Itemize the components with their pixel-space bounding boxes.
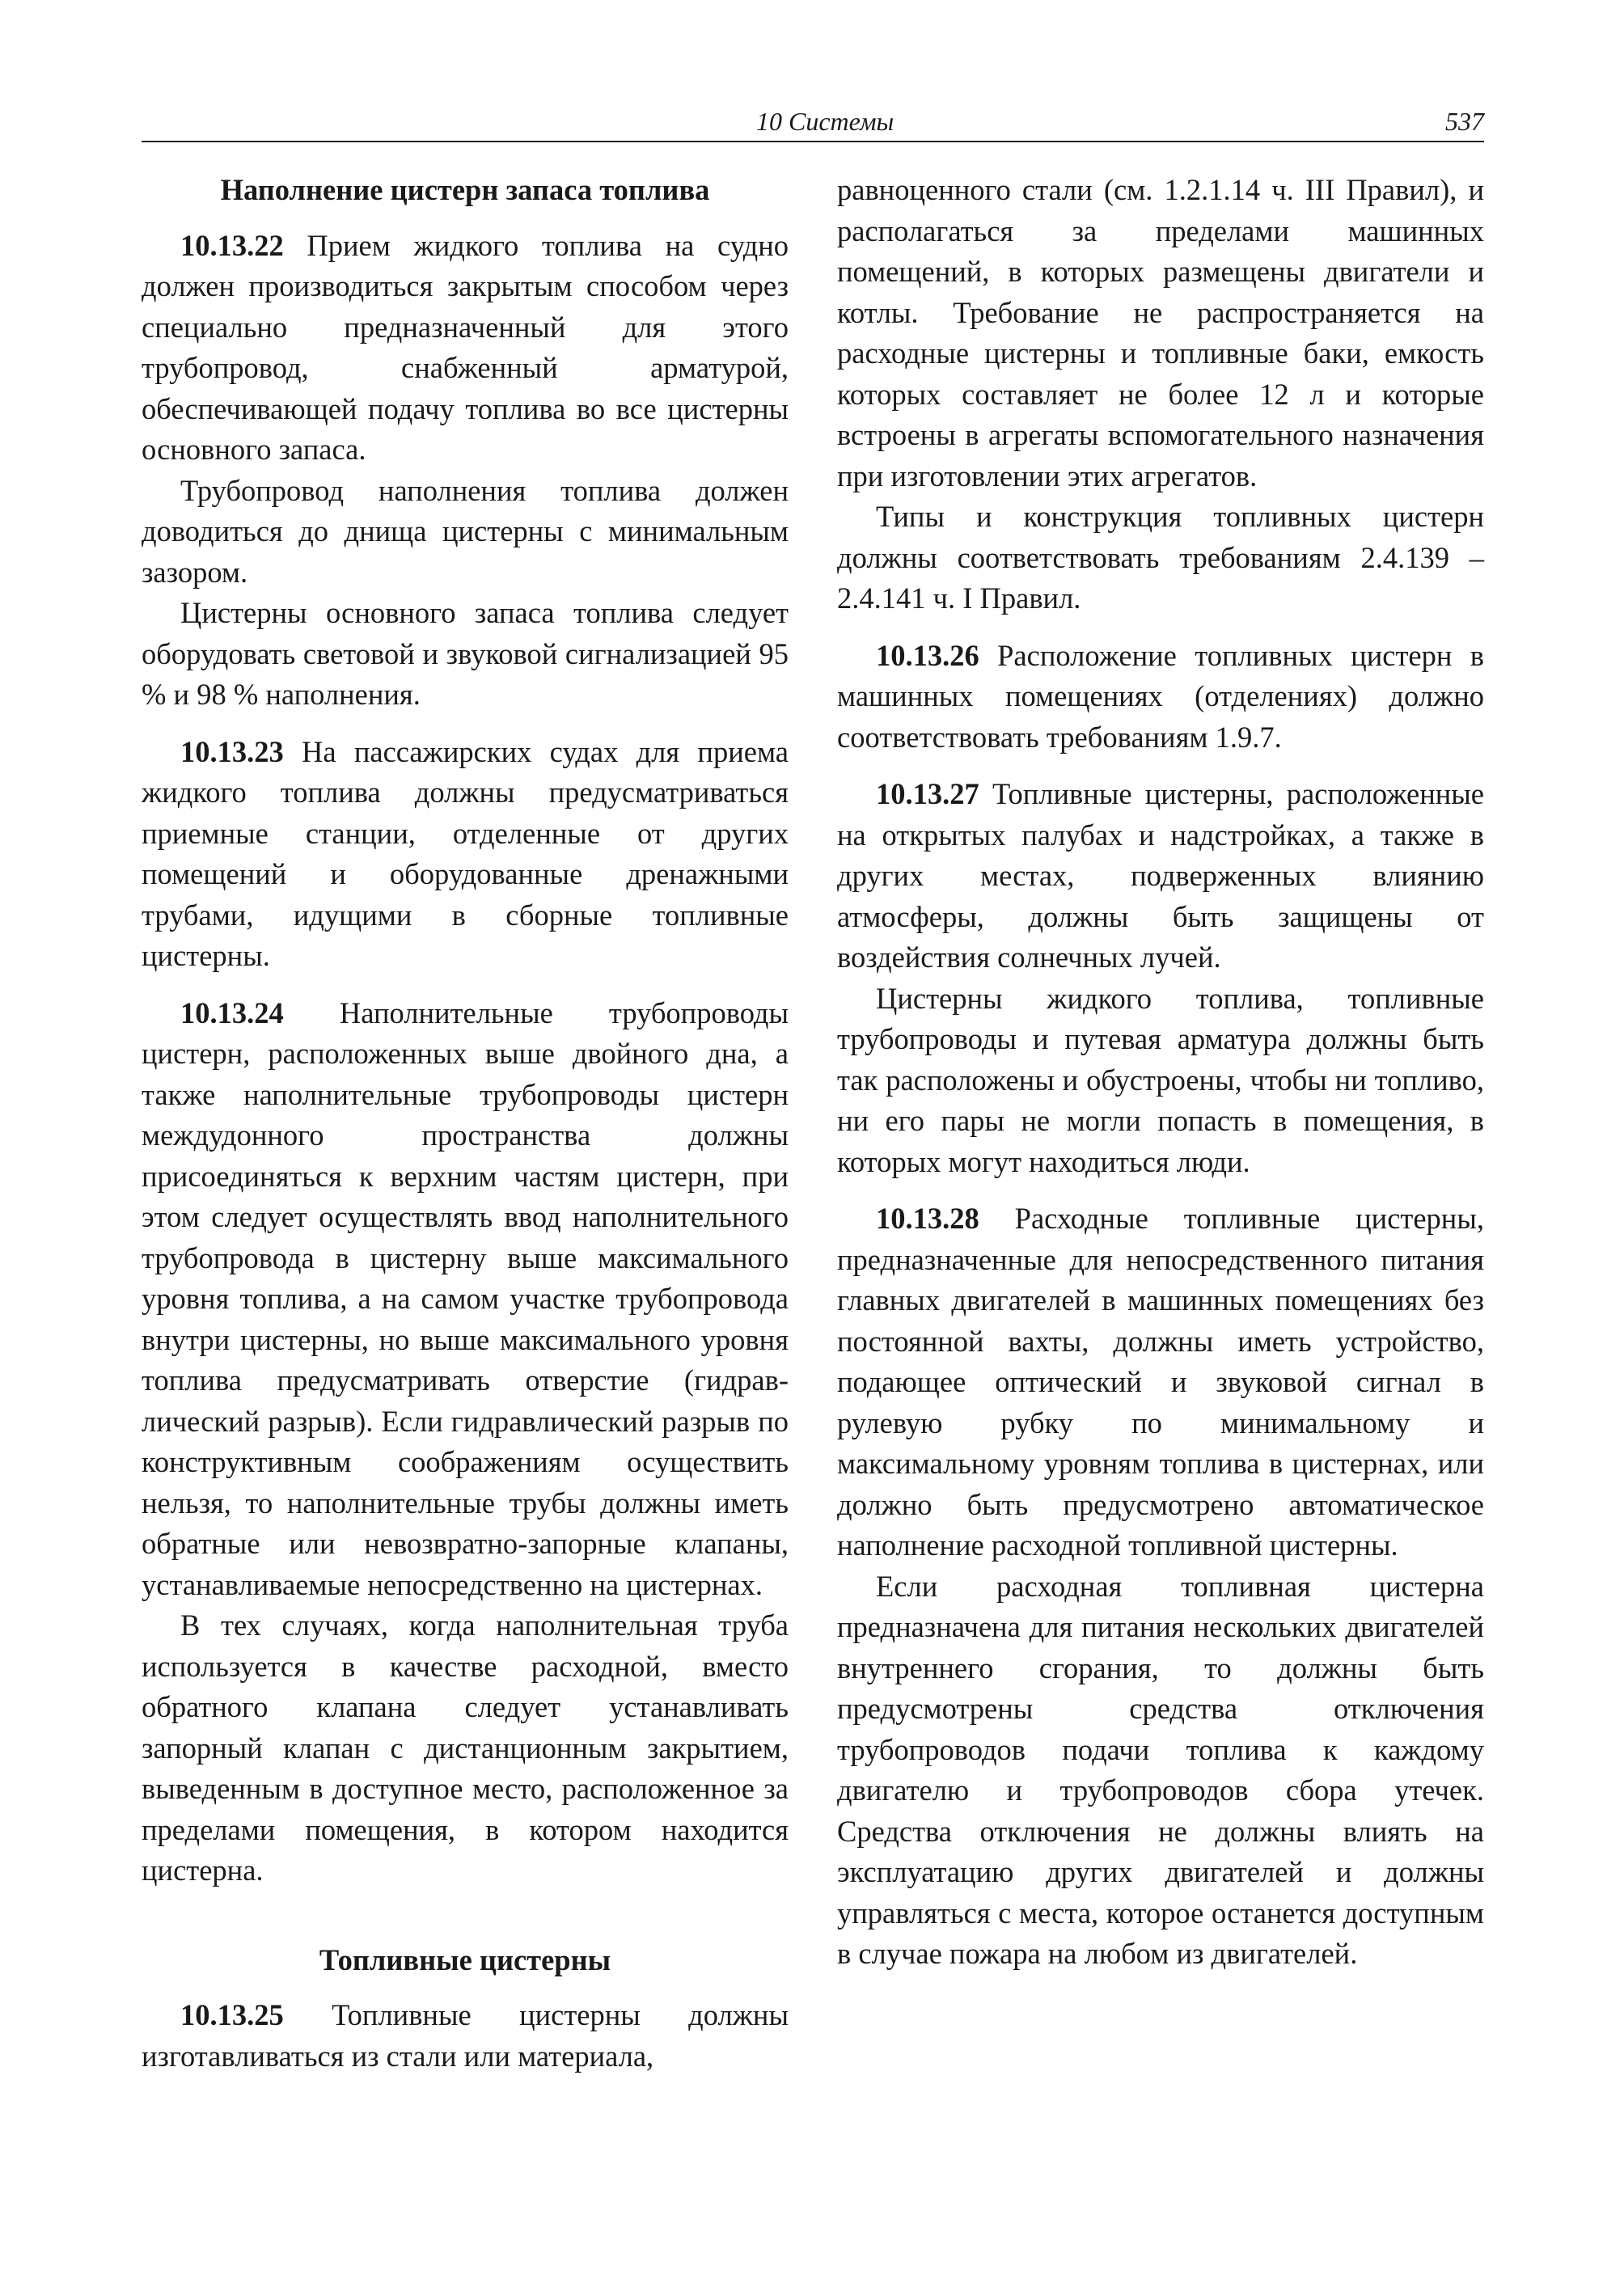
paragraph: В тех случаях, когда наполнительная труба используется в качестве расходной, вместо обратного клапана следует устанавливать запорный клапан с дистанционным закрытием, выведенным в доступное место, расположенное за пределами помещения, в котором находится цистерна. — [142, 1608, 789, 1887]
clause-number: 10.13.28 — [876, 1202, 979, 1235]
clause-number: 10.13.27 — [876, 777, 979, 810]
paragraph: Если расходная топливная цистерна предназначена для питания нескольких двигателей внутреннего сгорания, то должны быть предусмотрены средства отключения трубопроводов подачи топлива к каждому двигателю и трубопроводов сбора утечек. Средства отключения не должны влиять на эксплуатацию других двигателей и должны управляться с места, которое останется доступным в случае пожара на любом из двигателей. — [837, 1569, 1484, 1970]
paragraph-text: Топливные цистерны, расположенные на открытых палубах и надстройках, а также в других местах, подверженных влиянию атмосферы, должны быть защищены от воздействия солнечных лучей. — [837, 777, 1484, 974]
paragraph-10-13-23 — [142, 732, 789, 977]
clause-number: 10.13.24 — [180, 995, 284, 1029]
paragraph-text: Расходные топливные цистерны, предназначенные для непосредственного питания главных двигателей в машинных помещениях без постоянной вахты, должны иметь устройство, подающее оптический и звуковой сигнал в рулевую рубку по минимальному и максимальному уровням топлива в цистернах, или должно быть предусмотрено автоматическое наполнение расходной топливной цистерны. — [837, 1202, 1484, 1562]
clause-number: 10.13.23 — [180, 734, 284, 768]
page-header — [142, 105, 1484, 142]
section-heading-filling: Наполнение цистерн запаса топлива — [220, 173, 710, 206]
paragraph-10-13-24 — [142, 993, 789, 1606]
right-column — [837, 170, 1484, 1975]
page-number: 537 — [1445, 107, 1484, 136]
paragraph-10-13-22 — [142, 226, 789, 471]
running-title: 10 Системы — [756, 107, 894, 136]
clause-number: 10.13.26 — [876, 638, 979, 672]
paragraph-text: Топливные цистерны должны изготавливаться из стали или материала, — [142, 1998, 789, 2073]
section-heading-fuel-tanks: Топливные цистерны — [319, 1942, 611, 1976]
paragraph-continuation: равноценного стали (см. 1.2.1.14 ч. III Правил), и располагаться за пределами машинных помещений, в которых размещены двигатели и котлы. Требование не распространяется на расходные цистерны и топливные баки, емкость которых составляет не более 12 л и которые встроены в агрегаты вспомогательного назначения при изготовлении этих агрегатов. — [837, 173, 1484, 492]
paragraph-10-13-28 — [837, 1198, 1484, 1566]
clause-number: 10.13.25 — [180, 1998, 284, 2031]
left-column — [142, 170, 789, 2077]
paragraph: Цистерны основного запаса топлива следует оборудовать световой и звуковой сигнализацией 95 % и 98 % наполнения. — [142, 596, 789, 711]
paragraph-text: Наполнительные трубопроводы цистерн, расположенных выше двойного дна, а также наполнительные трубопроводы цистерн междудонного пространства должны присоединяться к верхним частям цистерн, при этом следует осуществлять ввод наполнительного трубопровода в цистерну выше максимального уровня топлива, а на самом участке трубопровода внутри цистерны, но выше максимального уровня топлива предусматривать отверстие (гидравлический разрыв). Если гидравлический разрыв по конструктивным соображениям осуществить нельзя, то наполнительные трубы должны иметь обратные или невозвратно-запорные клапаны, устанавливаемые непосредственно на цистернах. — [142, 995, 789, 1601]
paragraph-10-13-27 — [837, 774, 1484, 979]
paragraph-text: На пассажирских судах для приема жидкого топлива должны предусматриваться приемные станции, отделенные от других помещений и оборудованные дренажными трубами, идущими в сборные топливные цистерны. — [142, 734, 789, 972]
paragraph-text: Расположение топливных цистерн в машинных помещениях (отделениях) должно соответствовать требованиям 1.9.7. — [837, 638, 1484, 754]
paragraph-10-13-25 — [142, 1995, 789, 2077]
clause-number: 10.13.22 — [180, 228, 284, 262]
paragraph: Цистерны жидкого топлива, топливные трубопроводы и путевая арматура должны быть так расположены и обустроены, чтобы ни топливо, ни его пары не могли попасть в помещения, в которых могут находиться люди. — [837, 981, 1484, 1178]
paragraph: Трубопровод наполнения топлива должен доводиться до днища цистерны с минимальным зазором. — [142, 473, 789, 589]
paragraph-10-13-26 — [837, 636, 1484, 759]
paragraph: Типы и конструкция топливных цистерн должны соответствовать требованиям 2.4.139 – 2.4.141 ч. I Правил. — [837, 500, 1484, 615]
paragraph-text: Прием жидкого топлива на судно должен производиться закрытым способом через специально предназначенный для этого трубопровод, снабженный арматурой, обеспечивающей подачу топлива во все цистерны основного запаса. — [142, 228, 789, 466]
